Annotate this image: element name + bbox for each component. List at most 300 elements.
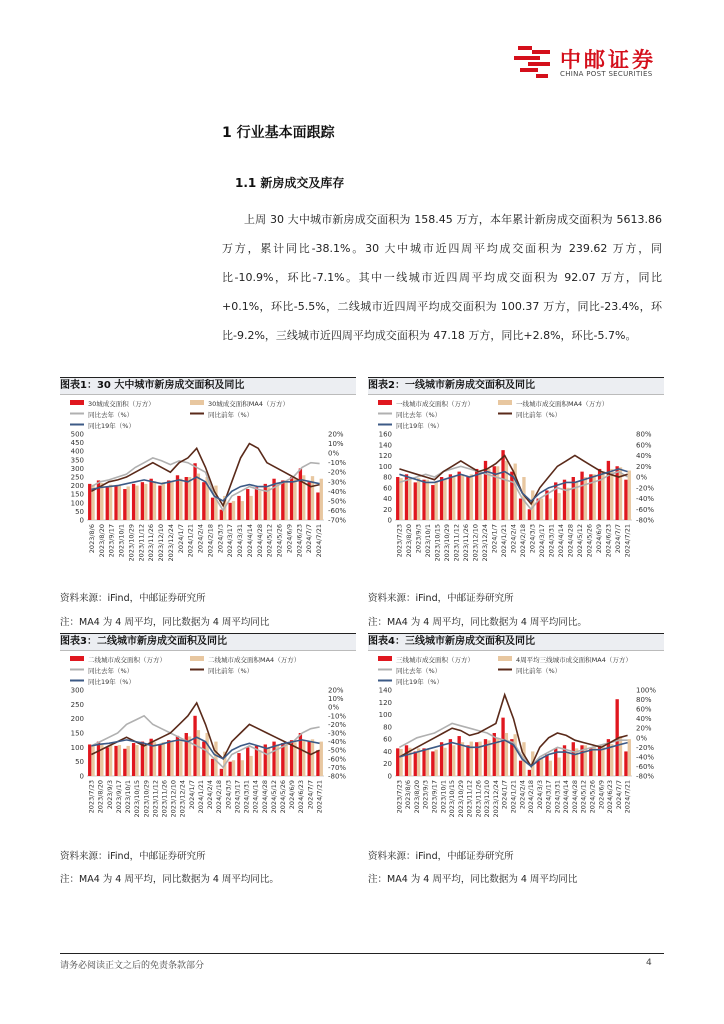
bar — [316, 750, 319, 776]
figure-4-caption: 图表4：三线城市新房成交面积及同比 — [368, 633, 664, 651]
left-tick-label: 40 — [383, 747, 392, 756]
bar — [144, 744, 147, 776]
bar — [540, 759, 543, 776]
bar — [589, 748, 592, 776]
bar — [118, 486, 121, 520]
x-tick-label: 2023/8/6 — [404, 780, 413, 810]
bar — [540, 499, 543, 521]
bar — [557, 758, 560, 776]
bar — [422, 480, 425, 520]
bar — [628, 471, 631, 520]
bar — [408, 477, 411, 520]
x-tick-label: 2024/1/21 — [500, 524, 508, 558]
right-tick-label: -80% — [636, 516, 655, 525]
x-tick-label: 2024/4/14 — [556, 524, 565, 558]
bar — [478, 473, 481, 520]
bar — [276, 483, 279, 520]
left-tick-label: 450 — [70, 439, 84, 448]
right-tick-label: 10% — [328, 440, 344, 449]
left-tick-label: 350 — [70, 456, 84, 465]
bar — [109, 744, 112, 776]
legend-swatch — [70, 656, 84, 661]
bar — [628, 739, 631, 776]
x-tick-label: 2024/3/31 — [553, 780, 562, 814]
bar — [109, 485, 112, 520]
company-logo — [514, 44, 554, 80]
figure-2-note: 注：MA4 为 4 周平均，同比数据为 4 周平均同比。 — [368, 617, 587, 628]
body-paragraph — [222, 205, 662, 350]
x-tick-label: 2023/7/23 — [87, 780, 96, 814]
figure-3-source: 资料来源：iFind，中邮证券研究所 — [60, 851, 206, 862]
left-tick-label: 140 — [378, 686, 392, 695]
legend-label: 同比19年（%） — [396, 422, 443, 430]
bar — [580, 472, 583, 520]
bar — [443, 748, 446, 776]
legend-label: 同比19年（%） — [88, 678, 135, 686]
left-tick-label: 250 — [70, 473, 84, 482]
bar — [316, 492, 319, 520]
x-tick-label: 2024/3/3 — [528, 524, 537, 554]
x-tick-label: 2023/10/29 — [456, 780, 465, 818]
bar — [566, 488, 569, 520]
x-tick-label: 2024/3/31 — [242, 780, 251, 814]
x-tick-label: 2024/1/7 — [187, 780, 196, 810]
legend-label: 同比去年（%） — [396, 411, 442, 419]
chart-2 — [370, 396, 660, 566]
right-tick-label: -60% — [328, 506, 347, 515]
bar — [435, 481, 438, 520]
x-tick-label: 2023/10/15 — [133, 780, 142, 818]
legend-swatch — [378, 400, 392, 405]
bar — [179, 739, 182, 776]
bar — [255, 487, 258, 520]
right-tick-label: -50% — [328, 497, 347, 506]
right-tick-label: 40% — [636, 452, 652, 460]
right-tick-label: -20% — [328, 720, 347, 729]
right-tick-label: -70% — [328, 516, 347, 525]
x-tick-label: 2024/6/23 — [606, 780, 615, 814]
bar — [308, 742, 311, 776]
bar — [153, 742, 156, 776]
x-tick-label: 2024/6/9 — [285, 524, 294, 554]
x-tick-label: 2024/4/28 — [255, 524, 264, 558]
bar — [452, 745, 455, 776]
legend-swatch — [498, 400, 512, 405]
bar — [127, 486, 130, 520]
bar — [188, 477, 191, 520]
bar — [399, 478, 402, 520]
legend-swatch — [190, 656, 204, 661]
x-tick-label: 2024/6/23 — [295, 524, 304, 558]
x-tick-label: 2023/10/1 — [424, 524, 433, 558]
bar — [158, 744, 161, 776]
x-tick-label: 2024/3/17 — [544, 780, 553, 814]
x-tick-label: 2023/12/10 — [157, 524, 166, 562]
bar — [505, 461, 508, 520]
bar — [458, 472, 461, 520]
x-tick-label: 2024/5/26 — [279, 780, 287, 814]
x-tick-label: 2023/11/12 — [137, 524, 146, 562]
bar — [97, 742, 100, 776]
bar — [127, 746, 130, 776]
bar — [123, 749, 126, 776]
legend-label: 二线城市成交面积（万方） — [88, 656, 166, 664]
x-tick-label: 2024/7/21 — [315, 780, 324, 814]
right-tick-label: 0% — [328, 703, 340, 712]
subsection-title: 1.1 新房成交及库存 — [235, 176, 345, 190]
left-tick-label: 0 — [387, 516, 392, 525]
bar — [624, 751, 627, 776]
x-tick-label: 2024/3/17 — [233, 780, 242, 814]
bar — [426, 480, 429, 520]
x-tick-label: 2024/4/14 — [245, 524, 254, 558]
bar — [232, 501, 235, 520]
left-tick-label: 80 — [383, 723, 392, 732]
x-tick-label: 2024/2/4 — [196, 524, 205, 554]
x-tick-label: 2023/12/24 — [491, 780, 500, 818]
bar — [549, 761, 552, 776]
x-tick-label: 2024/3/17 — [226, 524, 235, 558]
bar — [88, 744, 91, 776]
x-tick-label: 2024/5/26 — [585, 524, 594, 558]
right-tick-label: 40% — [636, 715, 652, 724]
x-tick-label: 2024/4/14 — [562, 780, 571, 814]
bar — [290, 477, 293, 520]
bar — [466, 745, 469, 776]
bar — [405, 745, 408, 776]
x-tick-label: 2024/6/9 — [597, 780, 606, 810]
legend-label: 30城成交面积（万方） — [88, 400, 155, 408]
bar — [167, 480, 170, 520]
left-tick-label: 40 — [383, 495, 392, 503]
bar — [461, 742, 464, 776]
left-tick-label: 400 — [70, 447, 84, 456]
legend-label: 二线城市成交面积MA4（万方） — [208, 656, 301, 664]
legend-label: 同比前年（%） — [208, 667, 254, 675]
bar — [396, 748, 399, 776]
bar — [123, 489, 126, 520]
x-tick-label: 2024/3/3 — [535, 780, 544, 810]
left-tick-label: 0 — [79, 516, 84, 525]
bar — [443, 480, 446, 520]
x-tick-label: 2024/2/4 — [509, 524, 518, 554]
left-tick-label: 160 — [378, 430, 392, 439]
x-tick-label: 2024/2/18 — [519, 524, 527, 558]
bar — [426, 749, 429, 776]
bar — [267, 747, 270, 776]
bar — [619, 736, 622, 776]
right-tick-label: 10% — [328, 695, 344, 704]
bar — [566, 753, 569, 776]
legend-label: 同比前年（%） — [516, 667, 562, 675]
x-tick-label: 2023/10/15 — [448, 780, 457, 818]
bar — [141, 482, 144, 520]
chart-3 — [62, 652, 352, 822]
bar — [281, 480, 284, 520]
bar — [202, 482, 205, 520]
bar — [158, 486, 161, 520]
x-tick-label: 2024/7/7 — [305, 524, 314, 554]
bar — [610, 744, 613, 776]
figure-1-note: 注：MA4 为 4 周平均，同比数据为 4 周平均同比 — [60, 617, 270, 628]
footer-disclaimer: 请务必阅读正文之后的免责条款部分 — [60, 961, 205, 971]
x-tick-label: 2024/4/14 — [251, 780, 260, 814]
x-tick-label: 2023/12/24 — [178, 780, 187, 818]
right-tick-label: -60% — [328, 755, 347, 764]
left-tick-label: 50 — [75, 507, 84, 516]
bar — [237, 753, 240, 776]
bar — [258, 491, 261, 520]
x-tick-label: 2024/7/21 — [623, 524, 632, 558]
bar — [285, 743, 288, 776]
left-tick-label: 120 — [378, 698, 392, 707]
bar — [118, 745, 121, 776]
x-tick-label: 2024/7/7 — [614, 780, 623, 810]
figure-2-caption: 图表2：一线城市新房成交面积及同比 — [368, 377, 664, 395]
bar — [211, 498, 214, 520]
bar — [176, 736, 179, 776]
figure-3-caption: 图表3：二线城市新房成交面积及同比 — [60, 633, 356, 651]
x-tick-label: 2024/4/28 — [260, 780, 269, 814]
legend-label: 30城成交面积MA4（万方） — [208, 400, 289, 408]
x-tick-label: 2023/10/29 — [443, 524, 452, 562]
figure-2-source: 资料来源：iFind，中邮证券研究所 — [368, 593, 514, 604]
legend-label: 4周平均三线城市成交面积MA4（万方） — [516, 656, 632, 664]
bar — [258, 750, 261, 776]
bar — [135, 745, 138, 776]
bar — [505, 733, 508, 776]
bar — [610, 469, 613, 520]
chart-4 — [370, 652, 660, 822]
x-tick-label: 2024/1/21 — [196, 780, 205, 814]
bar — [193, 463, 196, 520]
x-tick-label: 2023/9/17 — [430, 780, 439, 814]
bar — [232, 760, 235, 776]
bar — [440, 477, 443, 520]
left-tick-label: 500 — [70, 430, 84, 439]
x-tick-label: 2024/6/23 — [297, 780, 306, 814]
x-tick-label: 2024/7/7 — [306, 780, 315, 810]
left-tick-label: 100 — [70, 743, 84, 752]
bar — [557, 493, 560, 520]
bar — [267, 487, 270, 520]
left-tick-label: 120 — [378, 452, 392, 460]
bar — [162, 482, 165, 520]
legend-label: 同比去年（%） — [88, 411, 134, 419]
bar — [510, 472, 513, 520]
bar — [607, 461, 610, 520]
bar — [308, 482, 311, 520]
x-tick-label: 2023/7/23 — [395, 780, 404, 814]
right-tick-label: 20% — [636, 462, 652, 471]
body-paragraph-text: 上周 30 大中城市新房成交面积为 158.45 万方，本年累计新房成交面积为 5613.86 万方，累计同比-38.1%。30 大中城市近四周平均成交面积为 239.62 万方，同比-10.9%，环比-7.1%。其中一线城市近四周平均成交面积为 92.07 万方，同比+0.1%，环比-5.5%，二线城市近四周平均成交面积为 100.37 万方，同比-23.4%，环比-9.2%，三线城市近四周平均成交面积为 47.18 万方，同比+2.8%，环比-5.7%。 — [222, 213, 662, 342]
x-tick-label: 2023/11/12 — [465, 780, 474, 818]
bar — [229, 503, 232, 520]
bar — [311, 739, 314, 776]
x-tick-label: 2023/11/12 — [452, 524, 461, 562]
left-tick-label: 150 — [70, 729, 84, 738]
x-tick-label: 2024/1/21 — [509, 780, 518, 814]
bar — [162, 742, 165, 776]
x-tick-label: 2023/10/1 — [439, 780, 448, 814]
chart-2-svg — [370, 396, 660, 566]
bar — [150, 479, 153, 520]
x-tick-label: 2023/8/20 — [405, 524, 414, 558]
x-tick-label: 2024/6/9 — [594, 524, 603, 554]
left-tick-label: 20 — [383, 760, 392, 769]
chart-1 — [62, 396, 352, 566]
bar — [545, 755, 548, 777]
x-tick-label: 2024/5/12 — [265, 524, 274, 558]
bar — [220, 510, 223, 520]
right-tick-label: 60% — [636, 441, 652, 450]
x-tick-label: 2024/5/12 — [269, 780, 278, 814]
right-tick-label: 60% — [636, 705, 652, 714]
right-tick-label: -40% — [636, 753, 655, 762]
x-tick-label: 2024/1/7 — [500, 780, 509, 810]
x-tick-label: 2024/2/18 — [215, 780, 224, 814]
left-tick-label: 0 — [387, 772, 392, 781]
left-tick-label: 0 — [79, 772, 84, 781]
right-tick-label: -80% — [328, 772, 347, 781]
bar — [299, 468, 302, 520]
x-tick-label: 2023/10/1 — [117, 524, 126, 558]
right-tick-label: -30% — [328, 729, 347, 738]
footer-divider — [60, 953, 664, 954]
left-tick-label: 20 — [383, 505, 392, 514]
figure-1-caption: 图表1：30 大中城市新房成交面积及同比 — [60, 377, 356, 395]
bar — [206, 733, 209, 776]
chart-3-svg — [62, 652, 352, 822]
bar — [293, 479, 296, 520]
x-tick-label: 2024/1/21 — [186, 524, 195, 558]
bar — [106, 487, 109, 520]
x-tick-label: 2023/8/6 — [87, 524, 96, 554]
right-tick-label: -70% — [328, 763, 347, 772]
x-tick-label: 2024/1/7 — [490, 524, 499, 554]
bar — [114, 746, 117, 776]
bar — [572, 477, 575, 520]
bar — [528, 770, 531, 776]
x-tick-label: 2023/10/15 — [433, 524, 442, 562]
x-tick-label: 2023/8/20 — [97, 524, 106, 558]
left-tick-label: 300 — [70, 686, 84, 695]
bar — [501, 450, 504, 520]
left-tick-label: 200 — [70, 482, 84, 491]
bar — [519, 499, 522, 521]
bar — [458, 736, 461, 776]
x-tick-label: 2023/11/26 — [160, 780, 169, 818]
x-tick-label: 2023/9/3 — [105, 780, 114, 810]
bar — [179, 479, 182, 520]
x-tick-label: 2024/5/26 — [275, 524, 284, 558]
x-tick-label: 2023/9/3 — [421, 780, 430, 810]
bar — [528, 509, 531, 520]
right-tick-label: 0% — [636, 734, 648, 743]
legend-swatch — [498, 656, 512, 661]
x-tick-label: 2023/10/29 — [127, 524, 136, 562]
x-tick-label: 2024/6/9 — [288, 780, 297, 810]
left-tick-label: 150 — [70, 490, 84, 499]
x-tick-label: 2024/1/7 — [176, 524, 185, 554]
legend-label: 三线城市成交面积（万方） — [396, 656, 474, 664]
x-tick-label: 2023/9/17 — [107, 524, 116, 558]
bar — [470, 474, 473, 520]
bar — [229, 762, 232, 776]
left-tick-label: 200 — [70, 715, 84, 724]
x-tick-label: 2023/8/20 — [96, 780, 105, 814]
x-tick-label: 2023/9/17 — [114, 780, 123, 814]
x-tick-label: 2024/7/21 — [623, 780, 632, 814]
x-tick-label: 2023/10/29 — [142, 780, 151, 818]
right-tick-label: -10% — [328, 459, 347, 468]
left-tick-label: 100 — [378, 462, 392, 471]
bar — [461, 474, 464, 520]
bar — [487, 740, 490, 776]
figure-1-source: 资料来源：iFind，中邮证券研究所 — [60, 593, 206, 604]
right-tick-label: -50% — [328, 746, 347, 755]
bar — [132, 484, 135, 520]
bar — [170, 741, 173, 776]
bar — [185, 477, 188, 520]
bar — [475, 469, 478, 520]
right-tick-label: -60% — [636, 762, 655, 771]
bar — [320, 479, 323, 520]
left-tick-label: 60 — [383, 484, 392, 493]
x-tick-label: 2024/5/12 — [579, 780, 588, 814]
bar — [598, 469, 601, 520]
bar — [466, 477, 469, 520]
x-tick-label: 2024/3/17 — [537, 524, 546, 558]
bar — [396, 477, 399, 520]
right-tick-label: 20% — [636, 724, 652, 733]
right-tick-label: -40% — [636, 495, 655, 503]
bar — [114, 486, 117, 520]
legend-swatch — [190, 400, 204, 405]
x-tick-label: 2024/2/18 — [527, 780, 536, 814]
left-tick-label: 80 — [383, 473, 392, 482]
bar — [237, 496, 240, 520]
bar — [241, 760, 244, 776]
left-tick-label: 50 — [75, 758, 84, 767]
right-tick-label: 20% — [328, 430, 344, 439]
right-tick-label: -30% — [328, 478, 347, 487]
bar — [619, 467, 622, 520]
bar — [135, 486, 138, 520]
right-tick-label: -60% — [636, 505, 655, 514]
x-tick-label: 2023/9/3 — [414, 524, 423, 554]
bar — [285, 480, 288, 520]
right-tick-label: -20% — [636, 484, 655, 493]
bar — [170, 481, 173, 520]
bar — [449, 474, 452, 520]
right-tick-label: -10% — [328, 712, 347, 721]
legend-label: 同比前年（%） — [516, 411, 562, 419]
bar — [246, 489, 249, 520]
bar — [414, 482, 417, 520]
bar — [241, 501, 244, 520]
brand-name-en: CHINA POST SECURITIES — [560, 70, 653, 78]
bar — [88, 484, 91, 520]
bar — [176, 475, 179, 520]
left-tick-label: 100 — [378, 711, 392, 720]
x-tick-label: 2023/11/26 — [147, 524, 156, 562]
bar — [211, 759, 214, 776]
right-tick-label: 0% — [328, 449, 340, 458]
right-tick-label: -80% — [636, 772, 655, 781]
right-tick-label: 100% — [636, 686, 657, 695]
bar — [563, 480, 566, 520]
